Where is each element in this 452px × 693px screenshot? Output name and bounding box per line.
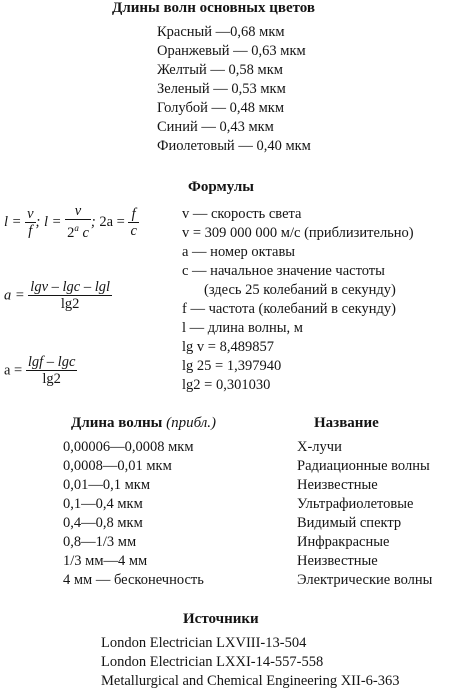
wave-range-cell: 0,00006—0,0008 мкм: [63, 439, 194, 455]
colors-list: [157, 23, 311, 156]
formula-3-fraction: [26, 355, 78, 387]
wave-range-cell: 0,8—1/3 мм: [63, 534, 137, 550]
legend-item: c — начальное значение частоты: [182, 263, 385, 279]
formula-3: [4, 355, 77, 387]
formula-2-denominator: lg2: [28, 295, 112, 312]
formula-1c-lhs: 2a =: [99, 213, 125, 230]
color-item: Голубой — 0,48 мкм: [157, 100, 284, 116]
source-item: London Electrician LXVIII-13-504: [101, 635, 307, 651]
formula-1: [4, 204, 139, 241]
color-item: Желтый — 0,58 мкм: [157, 62, 283, 78]
wave-table-header-note: (прибл.): [166, 415, 217, 431]
sources-list: [101, 634, 400, 691]
formula-3-numerator: lgf – lgc: [27, 354, 76, 370]
wave-name-cell: Электрические волны: [297, 572, 433, 588]
wave-table-header-length-label: Длина волны: [71, 415, 163, 431]
wave-table-header-name: Название: [314, 415, 379, 431]
formula-1c-denominator: c: [130, 222, 137, 239]
formula-1a-lhs: l =: [4, 213, 22, 230]
formula-1b-den-tail: c: [82, 225, 89, 241]
color-item: Оранжевый — 0,63 мкм: [157, 43, 306, 59]
wave-table-range-column: [63, 438, 204, 590]
legend-item: v = 309 000 000 м/с (приблизительно): [182, 225, 414, 241]
wave-name-cell: Х-лучи: [297, 439, 342, 455]
wave-name-cell: Видимый спектр: [297, 515, 402, 531]
formulas-title: Формулы: [188, 179, 254, 195]
wave-name-cell: Неизвестные: [297, 477, 378, 493]
formula-1a-denominator: f: [25, 222, 35, 239]
formula-1a-numerator: v: [27, 205, 34, 222]
color-item: Зеленый — 0,53 мкм: [157, 81, 286, 97]
formula-2-numerator: lgv – lgc – lgl: [30, 279, 111, 295]
formula-1a-fraction: [25, 207, 35, 239]
formula-1c-fraction: [128, 207, 138, 239]
legend-item: v — скорость света: [182, 206, 302, 222]
wave-name-cell: Радиационные волны: [297, 458, 430, 474]
formula-1b-fraction: [65, 204, 91, 241]
legend-item: l — длина волны, м: [182, 320, 303, 336]
formula-1b-denominator: [65, 219, 91, 241]
formula-3-lhs: a =: [4, 362, 23, 379]
wave-range-cell: 4 мм — бесконечность: [63, 572, 204, 588]
formula-1b-numerator: v: [74, 203, 82, 219]
color-item: Красный —0,68 мкм: [157, 24, 285, 40]
wave-table-header-length: [71, 415, 216, 432]
formula-3-denominator: lg2: [26, 370, 78, 387]
sources-title: Источники: [183, 611, 259, 627]
wave-table-name-column: [297, 438, 432, 590]
source-item: Metallurgical and Chemical Engineering XII-6-363: [101, 673, 400, 689]
formula-legend: [182, 205, 414, 395]
legend-item: f — частота (колебаний в секунду): [182, 301, 396, 317]
colors-title: Длины волн основных цветов: [112, 0, 316, 16]
legend-item: lg v = 8,489857: [182, 339, 274, 355]
formula-1-separator: ;: [35, 213, 41, 230]
wave-name-cell: Неизвестные: [297, 553, 378, 569]
source-item: London Electrician LXXI-14-557-558: [101, 654, 324, 670]
legend-item: a — номер октавы: [182, 244, 296, 260]
legend-item: lg 25 = 1,397940: [182, 358, 282, 374]
color-item: Фиолетовый — 0,40 мкм: [157, 138, 311, 154]
formula-2: [4, 280, 112, 312]
wave-range-cell: 0,01—0,1 мкм: [63, 477, 151, 493]
formula-1b-den-base: 2: [67, 225, 75, 241]
formula-2-lhs: a =: [4, 287, 25, 304]
legend-item: lg2 = 0,301030: [182, 377, 271, 393]
wave-range-cell: 1/3 мм—4 мм: [63, 553, 148, 569]
formula-1b-lhs: l =: [43, 213, 62, 230]
wave-name-cell: Инфракрасные: [297, 534, 390, 550]
formula-1c-numerator: f: [131, 205, 136, 222]
formula-2-fraction: [28, 280, 112, 312]
wave-range-cell: 0,0008—0,01 мкм: [63, 458, 172, 474]
wave-name-cell: Ультрафиолетовые: [297, 496, 414, 512]
wave-range-cell: 0,1—0,4 мкм: [63, 496, 143, 512]
color-item: Синий — 0,43 мкм: [157, 119, 274, 135]
formula-1-separator-2: ;: [90, 213, 96, 230]
legend-item: (здесь 25 колебаний в секунду): [204, 282, 396, 298]
wave-range-cell: 0,4—0,8 мкм: [63, 515, 143, 531]
formula-1b-den-exponent: a: [74, 223, 79, 233]
